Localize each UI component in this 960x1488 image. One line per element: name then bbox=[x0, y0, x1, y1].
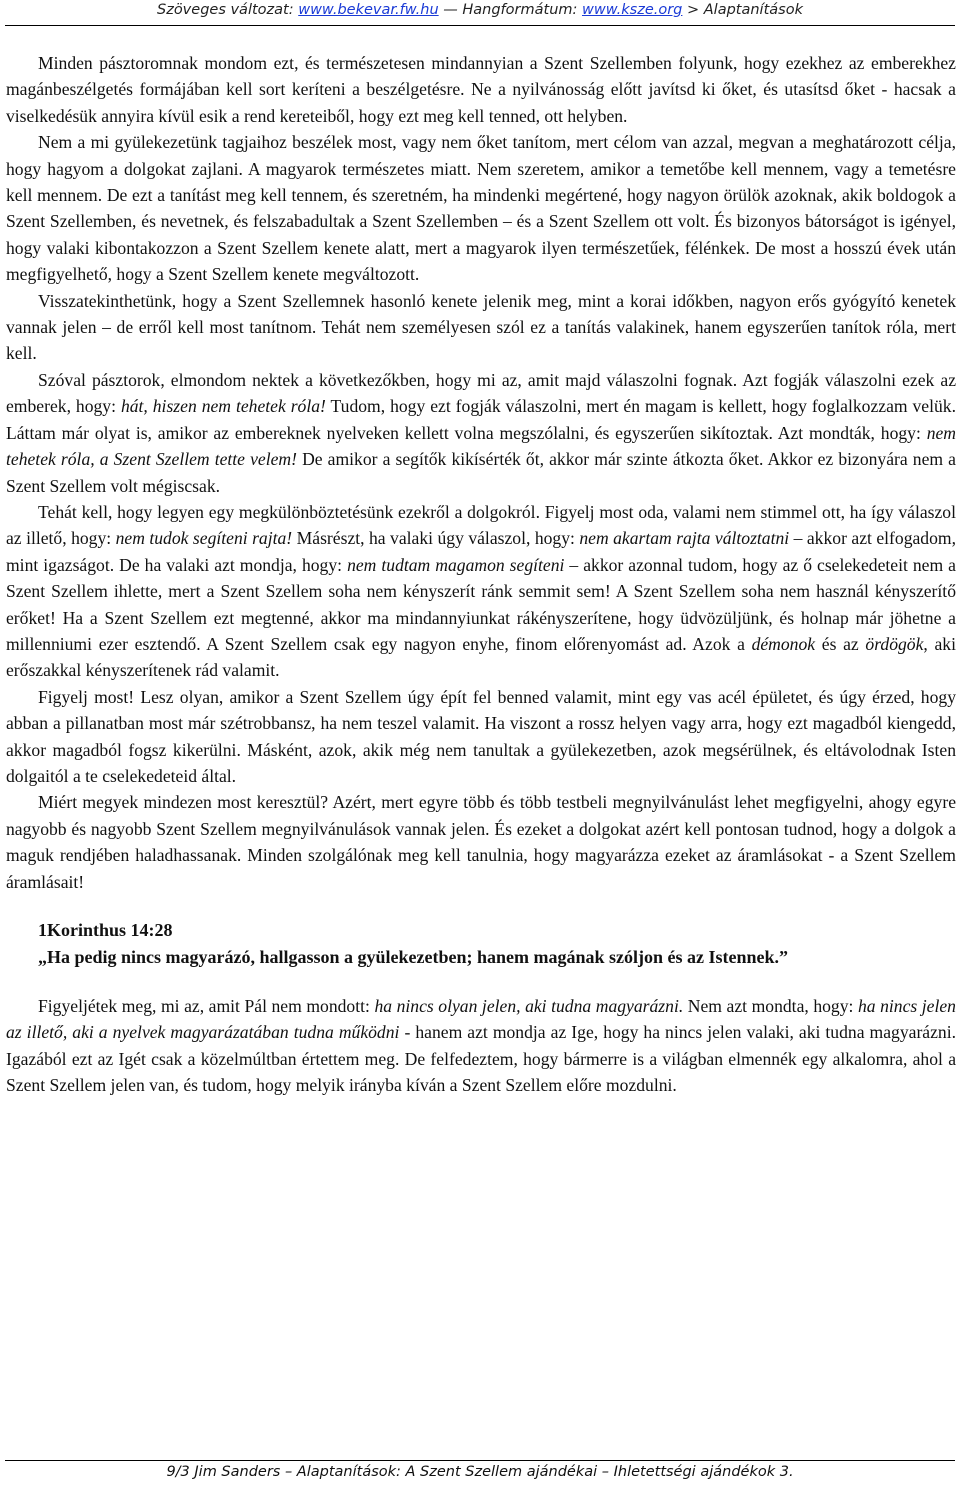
document-body bbox=[6, 50, 956, 1099]
italic-run: ördögök bbox=[865, 633, 924, 654]
text-run: - hanem azt mondja az Ige, hogy ha nincs jelen valaki, aki tudna magyarázni. Igazából ezt az Igét csak a közelmúltban értettem meg. De felfedeztem, hogy bármerre is a világban elmennék egy alkalomra, ahol a Szent Szellem jelen van, és tudom, hogy melyik irányba kíván a Szent Szellem előre mozdulni. bbox=[6, 1022, 956, 1096]
footer-rule bbox=[5, 1460, 955, 1461]
header-rule bbox=[5, 25, 955, 26]
paragraph-3: Visszatekinthetünk, hogy a Szent Szellemnek hasonló kenete jelenik meg, mint a korai időkben, nagyon erős gyógyító kenetek vannak jelen – de erről kell most tanítnom. Tehát nem személyesen szól ez a tanítás valakinek, hanem egyszerűen tanítok róla, mert kell. bbox=[6, 290, 956, 364]
italic-run: hát, hiszen nem tehetek róla! bbox=[120, 396, 326, 417]
text-run: Nem azt mondta, hogy: bbox=[683, 996, 858, 1016]
paragraph-7: Miért megyek mindezen most keresztül? Azért, mert egyre több és több testbeli megnyilvánulást lehet megfigyelni, ahogy egyre nagyobb és nagyobb Szent Szellem megnyilvánulások vannak jelen. És ezeket a dolgokat azért kell pontosan tudnod, hogy a dolgok a maguk rendjében haladhassanak. Minden szolgálónak meg kell tanulnia, hogy magyarázza ezeket az áramlásokat - a Szent Szellem áramlásait! bbox=[6, 792, 956, 892]
paragraph-6: Figyelj most! Lesz olyan, amikor a Szent Szellem úgy épít fel benned valamit, mint egy vas acél épületet, és úgy érzed, hogy abban a pillanatban most már szétrobbansz, ha nem teszel valamit. Ha viszont a rossz helyen vagy arra, hogy ezt magadból kiengedd, akkor magadból fogsz kikerülni. Másként, azok, akik még nem tanultak a gyülekezetben, azok megsérülnek, és eltávolodnak Isten dolgaitól a te cselekedeteid által. bbox=[6, 686, 956, 786]
text-run: Tudom, hogy ezt fogják válaszolni, mert én magam is kellett, hogy foglalkozzam velük. Láttam már olyat is, amikor az embereknek nyelveken kellett volna megszólalni, és egyszerűen sikítoztak. Azt mondták, hogy: bbox=[6, 396, 956, 443]
text-run: és az bbox=[815, 633, 866, 654]
header-middle: — Hangformátum: bbox=[438, 2, 582, 18]
italic-run: ha nincs jelen az illető, aki a nyelvek magyarázatában tudna működni bbox=[6, 996, 956, 1043]
italic-run: nem tehetek róla, a Szent Szellem tette velem! bbox=[6, 422, 956, 470]
header-suffix: > Alaptanítások bbox=[682, 2, 803, 18]
ksze-link[interactable]: www.ksze.org bbox=[582, 2, 683, 18]
text-run: Figyeljétek meg, mi az, amit Pál nem mondott: bbox=[38, 996, 375, 1016]
spacer bbox=[6, 971, 956, 993]
text-run: – akkor azt elfogadom, mint igazságot. De ha valaki azt mondja, hogy: bbox=[6, 528, 956, 575]
header-prefix: Szöveges változat: bbox=[157, 2, 299, 18]
text-run: , aki erőszakkal kényszerítenek rád valamit. bbox=[6, 633, 956, 681]
text-run: Szóval pásztorok, elmondom nektek a következőkben, hogy mi az, amit majd válaszolni fognak. Azt fogják válaszolni ezek az emberek, hogy: bbox=[6, 369, 956, 417]
spacer bbox=[6, 895, 956, 917]
paragraph-4 bbox=[6, 367, 956, 499]
bekevar-link[interactable]: www.bekevar.fw.hu bbox=[298, 2, 439, 18]
scripture-quote: „Ha pedig nincs magyarázó, hallgasson a gyülekezetben; hanem magának szóljon és az Istennek.” bbox=[38, 947, 789, 967]
text-run: De amikor a segítők kikísérték őt, akkor már szinte átkozta őket. Akkor ez bizonyára nem a Szent Szellem volt mégiscsak. bbox=[6, 449, 956, 496]
italic-run: nem akartam rajta változtatni bbox=[579, 528, 790, 549]
scripture-reference: 1Korinthus 14:28 bbox=[38, 920, 173, 940]
page-footer: 9/3 Jim Sanders – Alaptanítások: A Szent Szellem ajándékai – Ihletettségi ajándékok 3. bbox=[166, 1464, 794, 1480]
paragraph-2: Nem a mi gyülekezetünk tagjaihoz beszélek most, vagy nem őket tanítom, mert célom van azzal, megvan a meghatározott célja, hogy hagyom a dolgokat zajlani. A magyarok természetes miatt. Nem szeretem, amikor a temetőbe kell mennem, vagy a temetésre kell mennem. De ezt a tanítást meg kell tennem, és szeretném, ha mindenki megértené, hogy nagyon örülök azoknak, akik boldogok a Szent Szellemben, és nevetnek, és felszabadultak a Szent Szellemben – és a Szent Szellem ott volt. És bizonyos bátorságot is igényel, hogy valaki kibontakozzon a Szent Szellem kenete alatt, mert a magyarok ilyen természetűek, félénkek. De most a hosszú évek után megfigyelhető, hogy a Szent Szellem kenete megváltozott. bbox=[6, 132, 956, 285]
text-run: Másrészt, ha valaki úgy válaszol, hogy: bbox=[292, 528, 580, 549]
italic-run: ha nincs olyan jelen, aki tudna magyarázni. bbox=[374, 996, 684, 1016]
paragraph-5 bbox=[6, 499, 956, 684]
paragraph-8 bbox=[6, 993, 956, 1099]
paragraph-1: Minden pásztoromnak mondom ezt, és természetesen mindannyian a Szent Szellemben folyunk, hogy ezekhez az emberekhez magánbeszélgetés formájában kell sort keríteni a beszélgetésre. Ne a nyilvánosság előtt javítsd ki őket, és utasítsd őket - hacsak a viselkedésük annyira kívül esik a rend kereteiből, hogy ezt meg kell tenned, ott helyben. bbox=[6, 53, 956, 126]
italic-run: nem tudok segíteni rajta! bbox=[115, 528, 293, 549]
text-run: Tehát kell, hogy legyen egy megkülönböztetésünk ezekről a dolgokról. Figyelj most oda, valami nem stimmel ott, ha így válaszol az illető, hogy: bbox=[6, 501, 956, 549]
italic-run: nem tudtam magamon segíteni bbox=[347, 554, 565, 575]
page-header bbox=[0, 2, 960, 26]
italic-run: démonok bbox=[751, 633, 816, 654]
text-run: – akkor azonnal tudom, hogy az ő cselekedeteit nem a Szent Szellem ihlette, mert a Szent Szellem soha nem kényszerít ránk semmit sem! A Szent Szellem soha nem használ kényszerítő erőket! Ha a Szent Szellem ezt megtenné, akkor ma mindannyiunkat rákényszerítene, hogy üdvözüljünk, és holnap már jöhetne a millenniumi ezer esztendő. A Szent Szellem csak egy nagyon enyhe, finom előrenyomást ad. Azok a bbox=[6, 554, 956, 654]
